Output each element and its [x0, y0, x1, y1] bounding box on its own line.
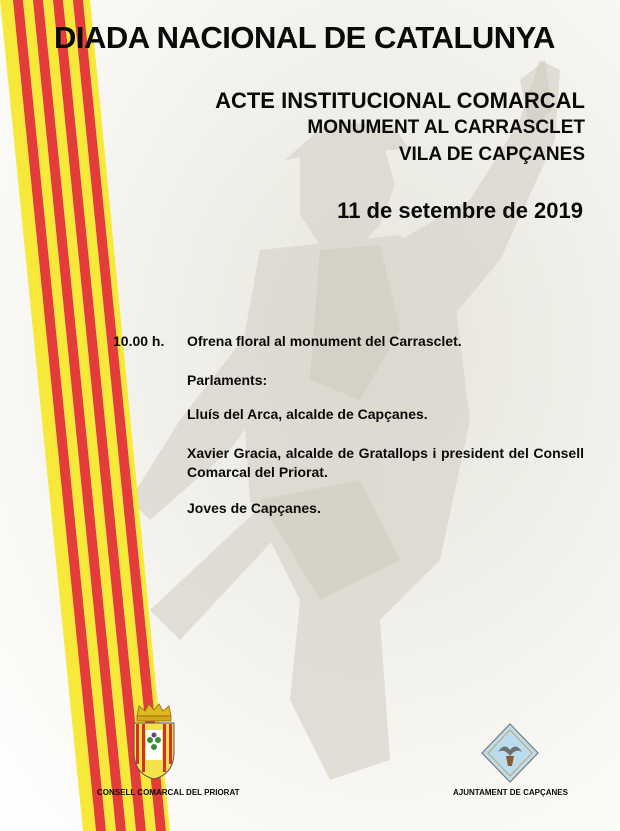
event-date: 11 de setembre de 2019 [337, 198, 583, 223]
programme-item: Parlaments: [187, 372, 268, 388]
footer-ajuntament: AJUNTAMENT DE CAPÇANES [453, 788, 568, 797]
location-monument: MONUMENT AL CARRASCLET [307, 117, 585, 138]
programme-item: Lluís del Arca, alcalde de Capçanes. [187, 406, 428, 422]
capcanes-coat-of-arms-icon [480, 722, 540, 784]
location-town: VILA DE CAPÇANES [398, 144, 585, 165]
programme-item: Ofrena floral al monument del Carrasclet. [187, 333, 462, 349]
programme-time: 10.00 h. [113, 333, 165, 349]
programme-item: Xavier Gracia, alcalde de Gratallops i president del Consell Comarcal del Priorat. [187, 445, 584, 480]
main-title: DIADA NACIONAL DE CATALUNYA [54, 20, 555, 55]
programme-item: Joves de Capçanes. [187, 500, 321, 516]
priorat-coat-of-arms-icon [129, 702, 179, 782]
footer-consell-comarcal: CONSELL COMARCAL DEL PRIORAT [97, 788, 240, 797]
event-subtitle: ACTE INSTITUCIONAL COMARCAL [215, 88, 585, 113]
